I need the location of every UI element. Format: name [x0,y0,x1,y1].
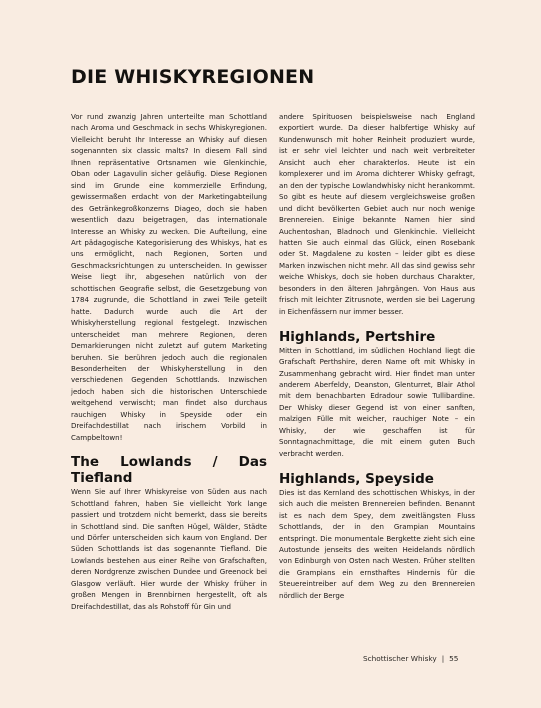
section-heading-speyside: Highlands, Speyside [279,470,434,487]
page-footer [363,654,458,663]
speyside-paragraph: Dies ist das Kernland des schottischen Whiskys, in der sich auch die meisten Brennereien befinden. Benannt ist es nach dem Spey, dem zweitlängsten Fluss Schottlands, der in den Grampian Mountains entspringt. Die monumentale Bergkette zieht sich eine Autostunde jenseits des weiten Heidelands nördlich von Edinburgh von Osten nach Westen. Früher stellten die Grampians ein ernsthaftes Hindernis für die Steuereintreiber auf dem Weg zu den Brennereien nördlich der Berge [279,487,475,600]
perthshire-paragraph: Mitten in Schottland, im südlichen Hochland liegt die Grafschaft Perthshire, deren Name oft mit Whisky in Zusammenhang gebracht wird. Hier findet man unter anderem Aberfeldy, Deanston, Glenturret, Blair Athol mit dem benachbarten Edradour sowie Tullibardine. Der Whisky dieser Gegend ist von einer sanften, malzigen Fülle mit weicher, rauchiger Note – ein Whisky, der wie geschaffen ist für Sonntagnachmittage, die mit einem guten Buch verbracht werden. [279,345,475,458]
intro-paragraph: Vor rund zwanzig Jahren unterteilte man Schottland nach Aroma und Geschmack in sechs Whiskyregionen. Vielleicht beruht Ihr Interesse an Whisky auf diesen sogenannten six classic malts? In diesem Fall sind Ihnen repräsentative Ortsnamen wie Glenkinchie, Oban oder Lagavulin sicher geläufig. Diese Regionen sind im Grunde eine kommerzielle Erfindung, gewissermaßen erdacht von der Marketingabteilung des Getränkegroßkonzerns Diageo, doch sie haben wesentlich dazu beigetragen, das internationale Interesse an Whisky zu wecken. Die Aufteilung, eine Art pädagogische Kategorisierung des Whiskys, hat es uns ermöglicht, nach Regionen, Sorten und Geschmacksrichtungen zu unterscheiden. In gewisser Weise liegt ihr, abgesehen natürlich von der schottischen Geografie selbst, die Gesetzgebung von 1784 zugrunde, die Schottland in zwei Teile geteilt hatte. Dadurch wurde auch die Art der Whiskyherstellung regional festgelegt. Inzwischen unterscheidet man mehrere Regionen, deren Demarkierungen nicht zuletzt auf gutem Marketing beruhen. Sie berühren jedoch auch die regionalen Besonderheiten der Whiskyherstellung in den verschiedenen Gegenden Schottlands. Inzwischen jedoch haben sich die historischen Unterschiede weitgehend verwischt; man findet also durchaus rauchigen Whisky in Speyside oder ein Dreifachdestillat nach irischem Vorbild in Campbeltown! [71,112,267,442]
footer-separator: | [441,654,445,663]
section-heading-lowlands: The Lowlands / Das Tiefland [71,454,267,487]
right-column [279,111,475,601]
page-title: DIE WHISKYREGIONEN [71,66,315,88]
lowlands-continued-paragraph: andere Spirituosen beispielsweise nach England exportiert wurde. Da dieser halbfertige Whisky auf Kundenwunsch mit hoher Reinheit produziert wurde, ist er sehr viel leichter und nach weit verbreiteter Ansicht auch eher charakterlos. Heute ist ein komplexerer und im Aroma dichterer Whisky gefragt, an den der typische Lowlandwhisky nicht herankommt. So gibt es heute auf diesem vergleichsweise großen und dicht bevölkerten Gebiet auch nur noch wenige Brennereien. Einige bekannte Namen hier sind Auchentoshan, Bladnoch und Glenkinchie. Vielleicht hatten Sie auch einmal das Glück, einen Rosebank oder St. Magdalene zu kosten – leider gibt es diese Marken inzwischen nicht mehr. All das sind gewiss sehr weiche Whiskys, doch sie hoben durchaus Charakter, besonders in den älteren Jahrgängen. Von Haus aus frisch mit leichter Zitrusnote, werden sie bei Lagerung in Eichenfässern nur immer besser. [279,112,475,316]
lowlands-paragraph: Wenn Sie auf Ihrer Whiskyreise von Süden aus nach Schottland fahren, haben Sie vielleicht York lange passiert und trotzdem nicht bemerkt, dass sie bereits in Schottland sind. Die sanften Hügel, Wälder, Städte und Dörfer unterscheiden sich kaum von England. Der Süden Schottlands ist das sogenannte Tiefland. Die Lowlands bestehen aus einer Reihe von Grafschaften, deren Nordgrenze zwischen Dundee und Greenock bei Glasgow verläuft. Hier wurde der Whisky früher in großen Mengen in Brennbirnen hergestellt, oft als Dreifachdestillat, das als Rohstoff für Gin und [71,487,267,611]
section-heading-perthshire: Highlands, Pertshire [279,328,436,345]
left-column [71,111,267,612]
footer-book-title: Schottischer Whisky [363,654,437,663]
page-number: 55 [449,654,459,663]
